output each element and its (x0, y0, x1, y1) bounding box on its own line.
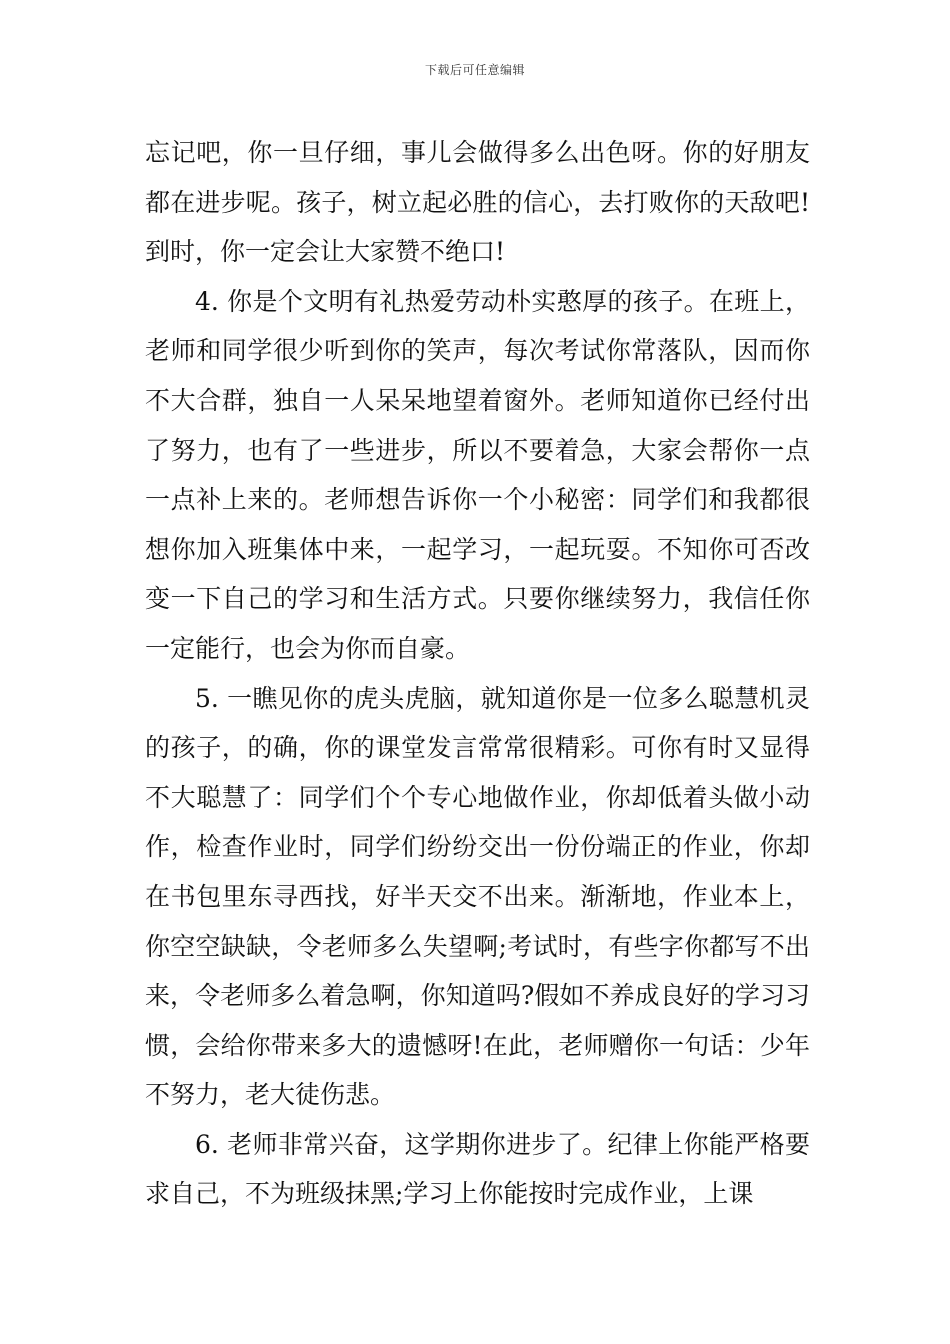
document-body (145, 128, 810, 1219)
page-header: 下载后可任意编辑 (424, 63, 525, 77)
paragraph-item-4: 4. 你是个文明有礼热爱劳动朴实憨厚的孩子。在班上，老师和同学很少听到你的笑声，每次考试你常落队，因而你不大合群，独自一人呆呆地望着窗外。老师知道你已经付出了努力，也有了一些进步，所以不要着急，大家会帮你一点一点补上来的。老师想告诉你一个小秘密：同学们和我都很想你加入班集体中来，一起学习，一起玩耍。不知你可否改变一下自己的学习和生活方式。只要你继续努力，我信任你一定能行，也会为你而自豪。 (145, 286, 810, 663)
paragraph-continuation: 忘记吧，你一旦仔细，事儿会做得多么出色呀。你的好朋友都在进步呢。孩子，树立起必胜的信心，去打败你的天敌吧!到时，你一定会让大家赞不绝口! (145, 138, 810, 267)
paragraph-item-5: 5. 一瞧见你的虎头虎脑，就知道你是一位多么聪慧机灵的孩子，的确，你的课堂发言常常很精彩。可你有时又显得不大聪慧了：同学们个个专心地做作业，你却低着头做小动作，检查作业时，同学们纷纷交出一份份端正的作业，你却在书包里东寻西找，好半天交不出来。渐渐地，作业本上，你空空缺缺，令老师多么失望啊;考试时，有些字你都写不出来，令老师多么着急啊，你知道吗?假如不养成良好的学习习惯，会给你带来多大的遗憾呀!在此，老师赠你一句话：少年不努力，老大徒伤悲。 (145, 683, 810, 1110)
paragraph-item-6: 6. 老师非常兴奋，这学期你进步了。纪律上你能严格要求自己，不为班级抹黑;学习上你能按时完成作业，上课 (145, 1129, 810, 1209)
